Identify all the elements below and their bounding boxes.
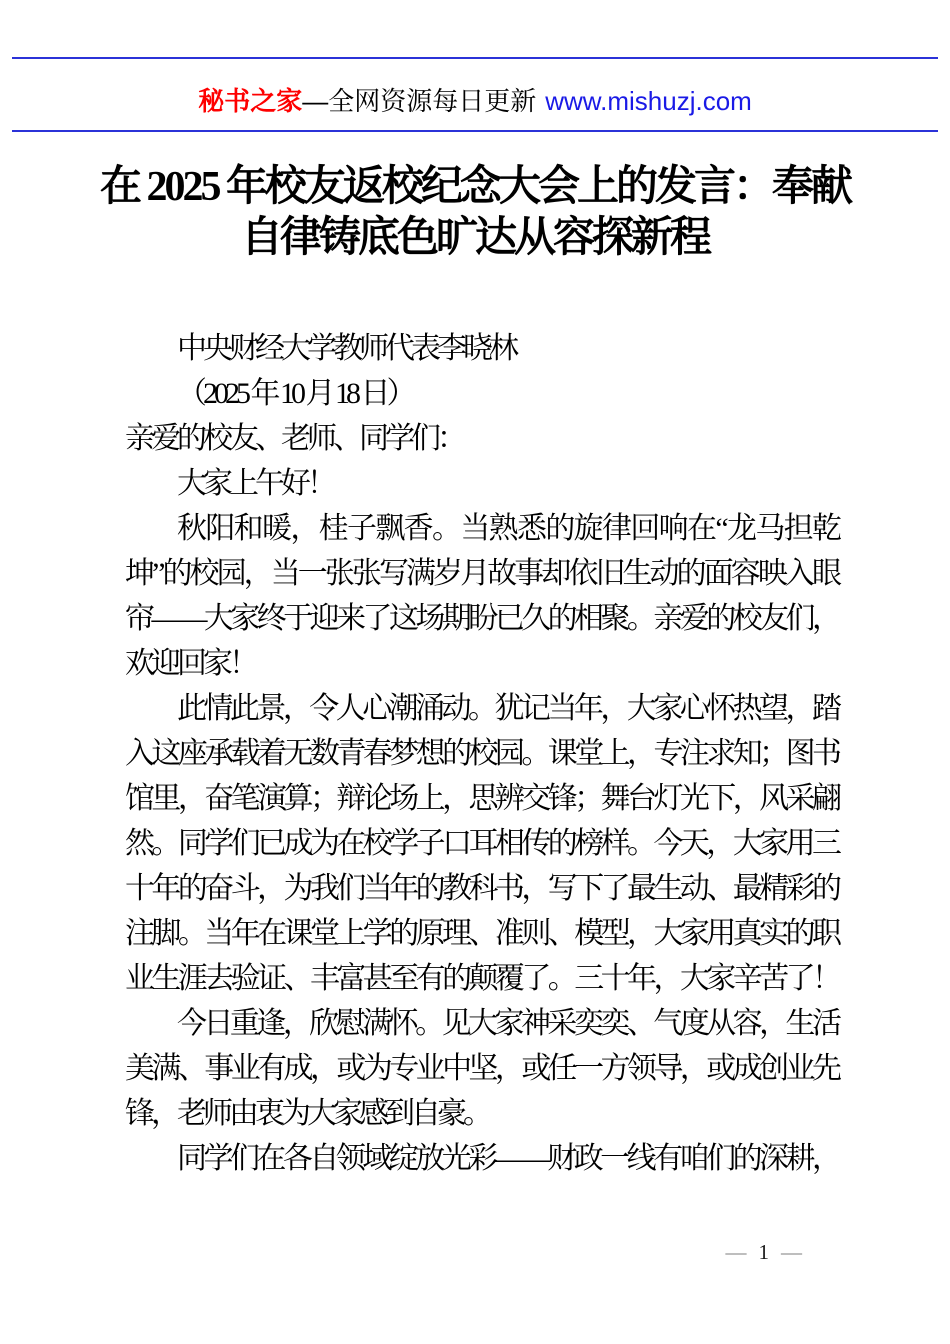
header-tagline: —全网资源每日更新 — [302, 86, 537, 116]
body-line: 帘——大家终于迎来了这场期盼已久的相聚。亲爱的校友们， — [125, 602, 838, 635]
body-line: 秋阳和暖，桂子飘香。当熟悉的旋律回响在“龙马担乾 — [177, 512, 838, 545]
header-bottom-rule — [12, 130, 938, 132]
body-line: （2025 年 10 月 18 日） — [177, 377, 413, 410]
body-line: 十年的奋斗，为我们当年的教科书，写下了最生动、最精彩的 — [125, 872, 838, 905]
page-number-right-dash: — — [781, 1240, 802, 1264]
header-url-link[interactable]: www.mishuzj.com — [545, 86, 752, 116]
header-top-rule — [12, 57, 938, 59]
body-line: 业生涯去验证、丰富甚至有的颠覆了。三十年，大家辛苦了！ — [125, 962, 838, 995]
body-line: 馆里，奋笔演算；辩论场上，思辨交锋；舞台灯光下，风采翩 — [125, 782, 838, 815]
body-line: 此情此景，令人心潮涌动。犹记当年，大家心怀热望，踏 — [177, 692, 838, 725]
body-line: 大家上午好！ — [177, 467, 333, 500]
body-line: 坤”的校园，当一张张写满岁月故事却依旧生动的面容映入眼 — [125, 557, 838, 590]
header-brand: 秘书之家 — [198, 86, 303, 116]
document-title — [60, 162, 890, 264]
document-title-line2: 自律铸底色旷达从容探新程 — [240, 215, 709, 261]
page-number-left-dash: — — [725, 1240, 747, 1264]
body-line: 入这座承载着无数青春梦想的校园。课堂上，专注求知；图书 — [125, 737, 838, 770]
page-number — [726, 1238, 803, 1266]
body-line: 同学们在各自领域绽放光彩——财政一线有咱们的深耕， — [177, 1142, 838, 1175]
body-line: 欢迎回家！ — [125, 647, 255, 680]
body-line: 锋，老师由衷为大家感到自豪。 — [125, 1097, 489, 1130]
document-body — [125, 326, 838, 1181]
document-title-line1: 在 2025 年校友返校纪念大会上的发言：奉献 — [99, 164, 850, 210]
body-line: 亲爱的校友、老师、同学们： — [125, 422, 463, 455]
body-line: 注脚。当年在课堂上学的原理、准则、模型，大家用真实的职 — [125, 917, 838, 950]
body-line: 然。同学们已成为在校学子口耳相传的榜样。今天，大家用三 — [125, 827, 838, 860]
document-header — [0, 85, 950, 117]
body-line: 今日重逢，欣慰满怀。见大家神采奕奕、气度从容，生活 — [177, 1007, 838, 1040]
body-line: 中央财经大学教师代表李晓林 — [177, 332, 515, 365]
body-line: 美满、事业有成，或为专业中坚，或任一方领导，或成创业先 — [125, 1052, 838, 1085]
page-number-value: 1 — [758, 1240, 769, 1264]
